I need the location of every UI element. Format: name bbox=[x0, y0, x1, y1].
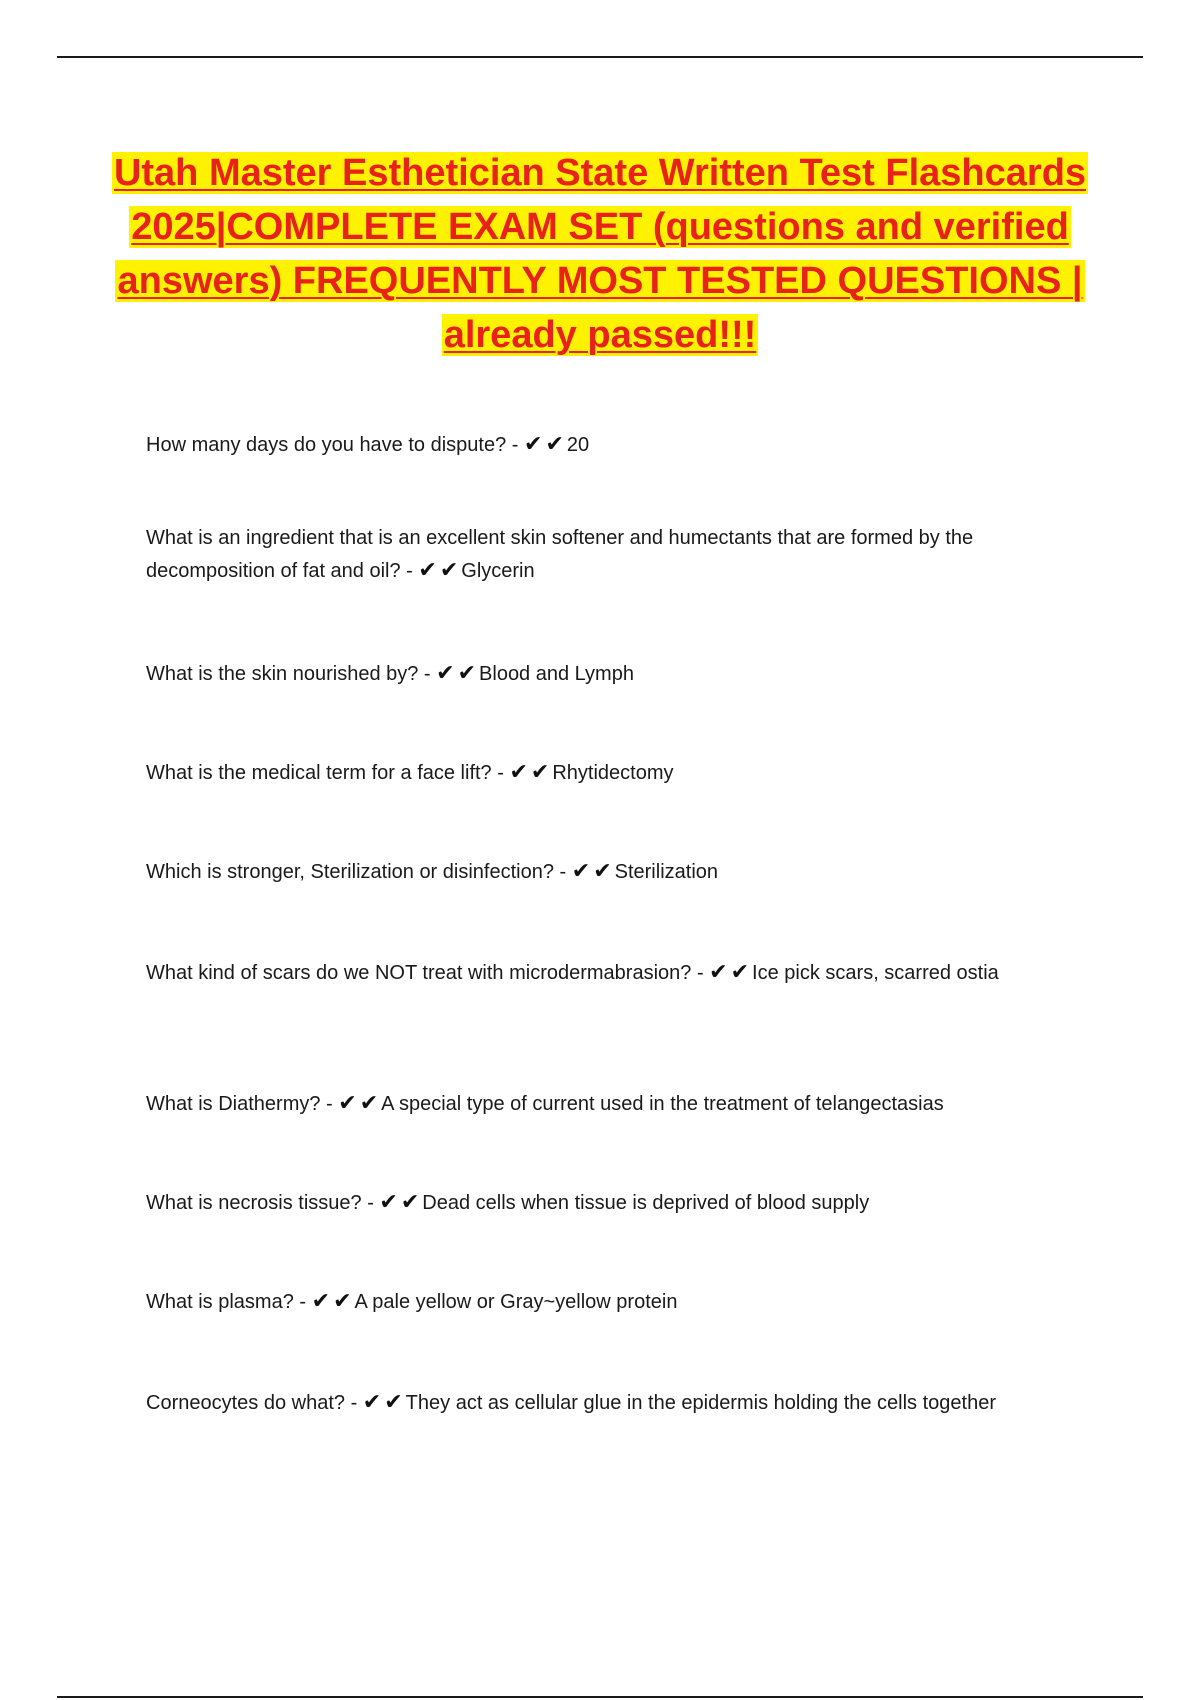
answer-text: Glycerin bbox=[461, 560, 535, 582]
separator: - bbox=[345, 1392, 363, 1414]
separator: - bbox=[691, 962, 710, 984]
separator: - bbox=[400, 560, 419, 582]
answer-text: Ice pick scars, scarred ostia bbox=[752, 962, 999, 984]
separator: - bbox=[553, 861, 572, 883]
check-icon: ✔ bbox=[509, 760, 528, 785]
check-icon: ✔ bbox=[362, 1390, 382, 1415]
question-text: What is Diathermy? bbox=[146, 1093, 321, 1115]
question-text: How many days do you have to dispute? bbox=[146, 434, 507, 456]
qa-item-3 bbox=[146, 658, 1076, 691]
question-text: What is necrosis tissue? bbox=[146, 1192, 362, 1214]
qa-item-5 bbox=[146, 856, 1076, 889]
check-icon: ✔ bbox=[384, 1390, 403, 1415]
answer-text: Dead cells when tissue is deprived of blood supply bbox=[422, 1192, 870, 1214]
check-icon: ✔ bbox=[359, 1091, 379, 1116]
qa-item-9 bbox=[146, 1286, 1076, 1319]
check-icon: ✔ bbox=[436, 661, 455, 686]
check-icon: ✔ bbox=[439, 558, 459, 583]
question-text: Which is stronger, Sterilization or disinfection? bbox=[146, 861, 554, 883]
qa-item-1 bbox=[146, 429, 1076, 462]
qa-item-2 bbox=[146, 522, 1076, 588]
separator: - bbox=[361, 1192, 380, 1214]
answer-text: 20 bbox=[566, 434, 590, 456]
check-icon: ✔ bbox=[530, 760, 550, 785]
separator: - bbox=[320, 1093, 339, 1115]
check-icon: ✔ bbox=[571, 859, 591, 884]
separator: - bbox=[293, 1291, 312, 1313]
separator: - bbox=[418, 663, 437, 685]
check-icon: ✔ bbox=[338, 1091, 357, 1116]
qa-item-10 bbox=[146, 1387, 1076, 1420]
check-icon: ✔ bbox=[593, 859, 612, 884]
check-icon: ✔ bbox=[311, 1289, 331, 1314]
check-icon: ✔ bbox=[418, 558, 437, 583]
title-highlight: Utah Master Esthetician State Written Test Flashcards 2025|COMPLETE EXAM SET (questions and verified answers) FREQUENTLY MOST TESTED QUESTIONS | already passed!!! bbox=[113, 152, 1087, 356]
top-rule bbox=[57, 56, 1143, 58]
question-text: What kind of scars do we NOT treat with microdermabrasion? bbox=[146, 962, 692, 984]
separator: - bbox=[491, 762, 510, 784]
check-icon: ✔ bbox=[545, 432, 564, 457]
question-text: Corneocytes do what? bbox=[146, 1392, 346, 1414]
answer-text: They act as cellular glue in the epidermis holding the cells together bbox=[405, 1392, 997, 1414]
answer-text: A special type of current used in the treatment of telangectasias bbox=[381, 1093, 944, 1115]
answer-text: A pale yellow or Gray~yellow protein bbox=[354, 1291, 678, 1313]
check-icon: ✔ bbox=[709, 960, 728, 985]
question-text: What is the skin nourished by? bbox=[146, 663, 419, 685]
answer-text: Sterilization bbox=[614, 861, 719, 883]
bottom-rule bbox=[57, 1696, 1143, 1698]
question-text: What is plasma? bbox=[146, 1291, 294, 1313]
check-icon: ✔ bbox=[730, 960, 750, 985]
answer-text: Rhytidectomy bbox=[552, 762, 674, 784]
separator: - bbox=[506, 434, 524, 456]
answer-text: Blood and Lymph bbox=[479, 663, 634, 685]
check-icon: ✔ bbox=[457, 661, 477, 686]
check-icon: ✔ bbox=[400, 1190, 420, 1215]
question-text: What is the medical term for a face lift? bbox=[146, 762, 492, 784]
document-title bbox=[100, 146, 1100, 362]
check-icon: ✔ bbox=[524, 432, 543, 457]
qa-item-7 bbox=[146, 1088, 1076, 1121]
check-icon: ✔ bbox=[379, 1190, 398, 1215]
qa-item-8 bbox=[146, 1187, 1076, 1220]
qa-item-6 bbox=[146, 957, 1076, 990]
question-text: What is an ingredient that is an excellent skin softener and humectants that are formed by the decomposition of fat and oil? bbox=[146, 527, 974, 582]
check-icon: ✔ bbox=[333, 1289, 352, 1314]
qa-item-4 bbox=[146, 757, 1076, 790]
